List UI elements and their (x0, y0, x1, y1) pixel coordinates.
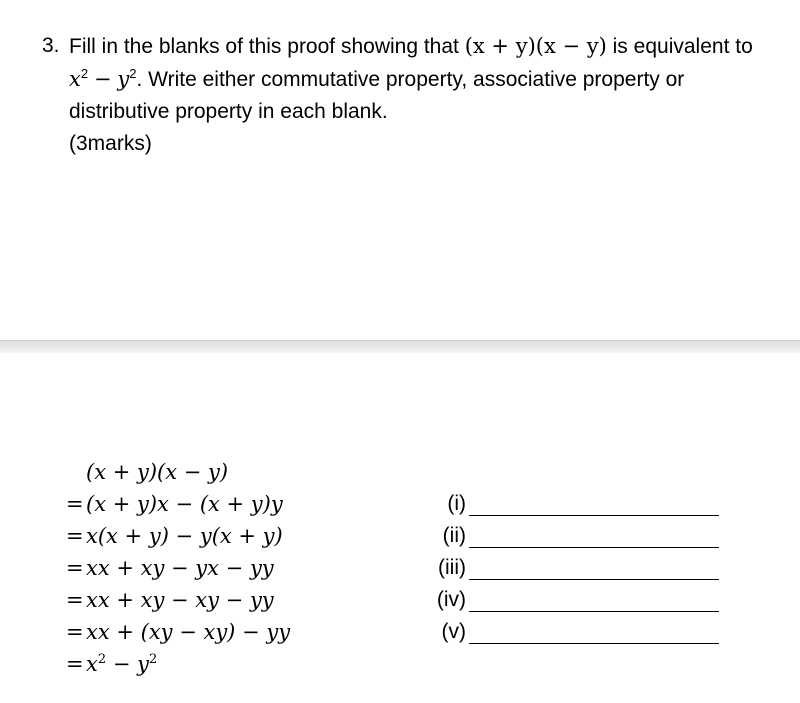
page-divider (0, 340, 800, 353)
math-exp-2: 2 (129, 66, 137, 81)
question-number: 3. (42, 34, 60, 57)
answer-blank-line[interactable] (469, 621, 719, 644)
answer-blanks (420, 488, 719, 648)
question-text (69, 30, 762, 160)
blank-label: (i) (447, 492, 466, 515)
final-exp-1: 2 (97, 652, 107, 667)
question-marks: (3marks) (69, 132, 152, 155)
proof-block (66, 456, 290, 680)
final-y: y (137, 652, 149, 676)
proof-line (66, 488, 290, 520)
proof-expression: xx + xy − xy − yy (86, 588, 274, 612)
answer-blank-line[interactable] (469, 493, 719, 516)
question-equivalent: equivalent to (633, 35, 753, 58)
blank-row (420, 488, 719, 520)
proof-line (66, 552, 290, 584)
math-minus: − (93, 67, 112, 91)
final-minus: − (112, 652, 131, 676)
math-y: y (117, 67, 130, 91)
blank-row (420, 584, 719, 616)
proof-expression: xx + xy − yx − yy (86, 556, 274, 580)
equals-sign: = (66, 588, 84, 612)
blank-label: (iii) (438, 556, 466, 579)
equals-sign: = (66, 620, 84, 644)
answer-blank-line[interactable] (469, 557, 719, 580)
proof-expression: xx + (xy − xy) − yy (86, 620, 291, 644)
math-x: x (69, 67, 81, 91)
equals-sign: = (66, 556, 84, 580)
proof-line (66, 520, 290, 552)
proof-expression: (x + y)x − (x + y)y (86, 492, 283, 516)
proof-expression: x(x + y) − y(x + y) (86, 524, 283, 548)
equals-sign: = (66, 652, 84, 676)
math-exp-1: 2 (80, 66, 89, 81)
proof-line (66, 616, 290, 648)
final-exp-2: 2 (148, 652, 158, 667)
answer-blank-line[interactable] (469, 589, 719, 612)
equals-sign: = (66, 524, 84, 548)
proof-line (66, 584, 290, 616)
blank-row (420, 552, 719, 584)
blank-label: (iv) (436, 588, 466, 611)
question-instruction: . Write either commutative property, associative property or distributive property in each blank. (69, 68, 685, 123)
question-intro: Fill in the blanks of this proof showing that (69, 35, 459, 58)
blank-label: (ii) (442, 524, 466, 547)
blank-row (420, 616, 719, 648)
equals-sign: = (66, 492, 84, 516)
question-is: is (612, 35, 628, 58)
blank-row (420, 520, 719, 552)
proof-line-final (66, 648, 290, 680)
proof-expression: (x + y)(x − y) (86, 460, 229, 484)
final-x: x (86, 652, 98, 676)
answer-blank-line[interactable] (469, 525, 719, 548)
proof-line (66, 456, 290, 488)
math-product: (x + y)(x − y) (464, 34, 607, 58)
blank-label: (v) (441, 620, 466, 643)
question-block (42, 30, 762, 160)
